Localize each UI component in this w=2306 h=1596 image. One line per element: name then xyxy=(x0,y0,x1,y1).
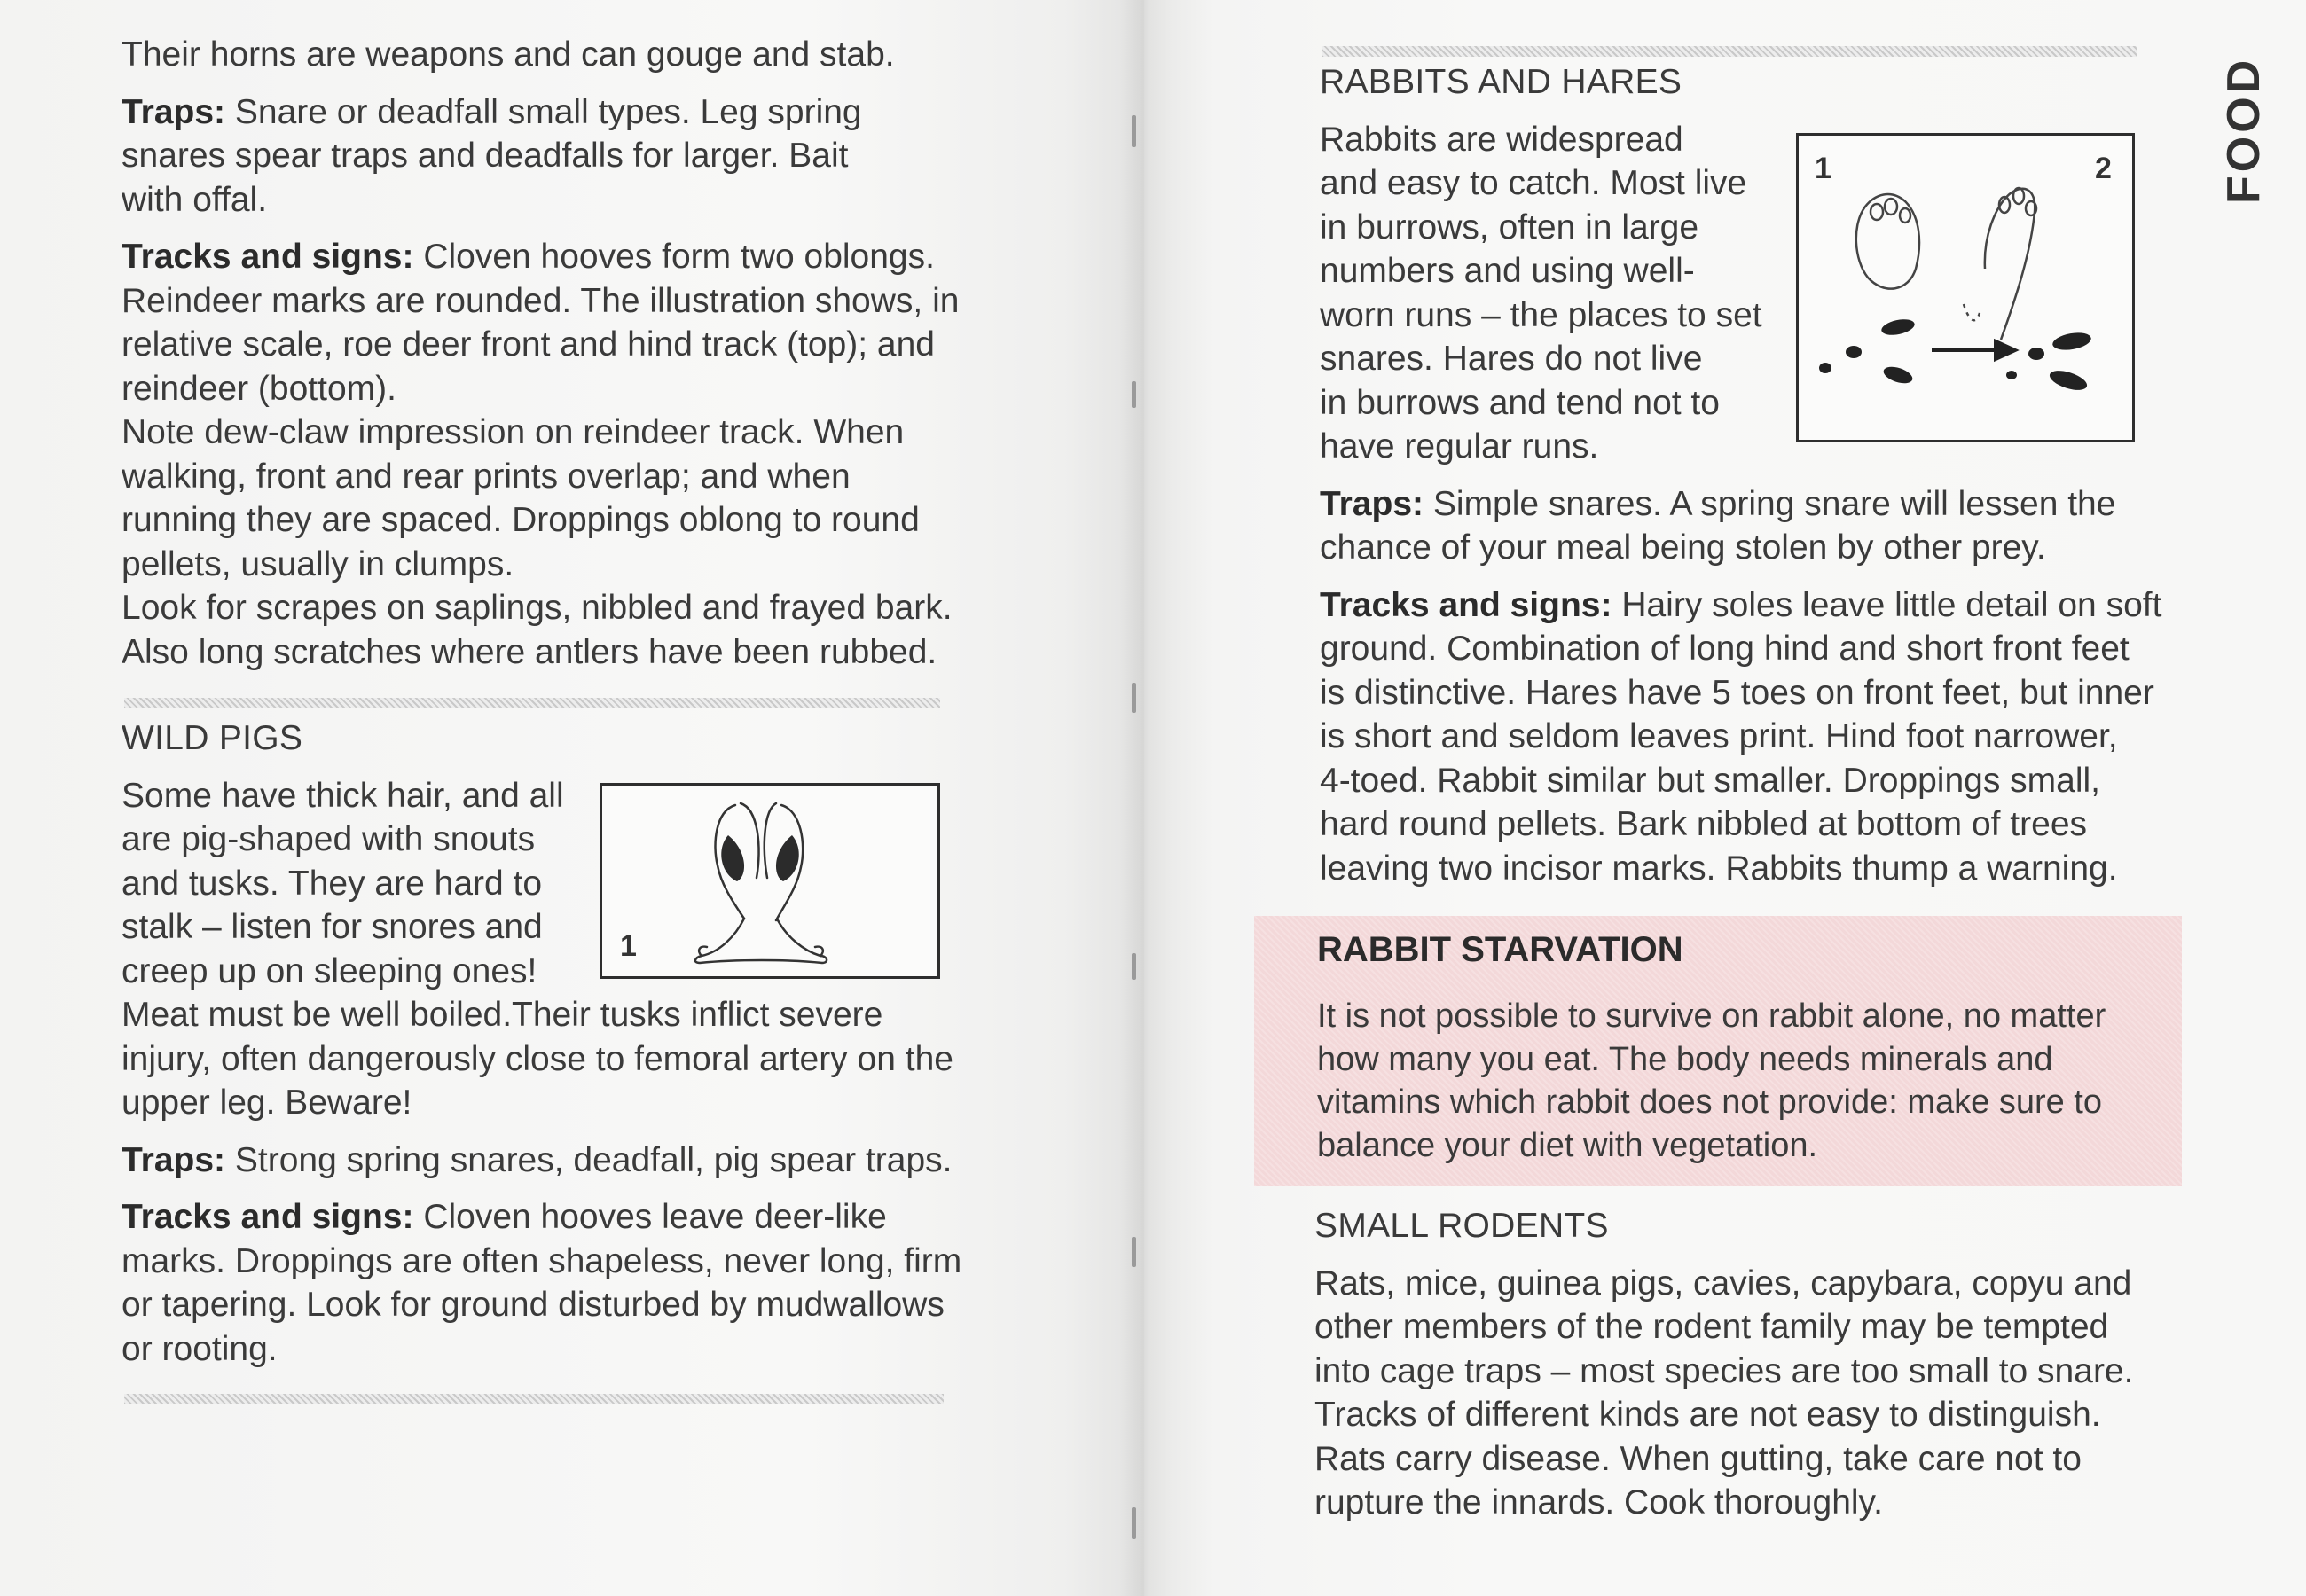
wild-pigs-intro-line: Some have thick hair, and all xyxy=(122,776,564,815)
wild-pigs-intro-line: creep up on sleeping ones! xyxy=(122,951,537,990)
figure-number: 1 xyxy=(620,929,637,963)
tracks-label: Tracks and signs: xyxy=(122,238,414,276)
figure-label-2: 2 xyxy=(2095,152,2112,185)
deer-traps xyxy=(122,90,991,223)
rabbit-footprint-illustration xyxy=(1799,136,2132,440)
traps-label: Traps: xyxy=(1320,484,1424,523)
rabbits-traps xyxy=(1320,482,2198,570)
callout-title: RABBIT STARVATION xyxy=(1317,930,1683,969)
wild-pigs-heading: WILD PIGS xyxy=(122,719,303,757)
wild-pigs-tracks-text: marks. Droppings are often shapeless, never long, firm xyxy=(122,1241,962,1280)
rabbits-traps-text: Simple snares. A spring snare will lessen the xyxy=(1432,484,2116,523)
rabbits-intro-line: snares. Hares do not live xyxy=(1320,340,1703,378)
rabbits-traps-text: chance of your meal being stolen by other prey. xyxy=(1320,528,2046,567)
callout-line: how many you eat. The body needs minerals and xyxy=(1317,1040,2053,1078)
rabbits-intro-line: Rabbits are widespread xyxy=(1320,120,1683,159)
wild-pigs-tracks-text: or tapering. Look for ground disturbed by mudwallows xyxy=(122,1286,945,1324)
traps-label: Traps: xyxy=(122,92,226,131)
rabbits-heading: RABBITS AND HARES xyxy=(1320,63,1682,101)
rabbits-intro-line: and easy to catch. Most live xyxy=(1320,164,1747,202)
spine-stitch xyxy=(1132,953,1136,980)
spine-stitch xyxy=(1132,1237,1136,1267)
rabbits-tracks-text: ground. Combination of long hind and short front feet xyxy=(1320,630,2130,668)
deer-tracks-text: Also long scratches where antlers have been rubbed. xyxy=(122,632,937,671)
rabbits-intro-line: worn runs – the places to set xyxy=(1320,295,1762,334)
wild-pigs-tracks xyxy=(122,1195,991,1371)
rabbits-tracks-text: Hairy soles leave little detail on soft xyxy=(1621,585,2162,624)
wild-pigs-traps-text: Strong spring snares, deadfall, pig spear traps. xyxy=(234,1140,953,1179)
rabbits-tracks-text: is short and seldom leaves print. Hind foot narrower, xyxy=(1320,717,2118,755)
tracks-label: Tracks and signs: xyxy=(1320,585,1612,624)
spine-stitch xyxy=(1132,1507,1136,1539)
wild-pigs-intro-line: upper leg. Beware! xyxy=(122,1084,412,1122)
pig-hoofprint-illustration xyxy=(602,786,937,976)
wild-pigs-tracks-text: or rooting. xyxy=(122,1329,278,1368)
deer-tracks-text: Look for scrapes on saplings, nibbled and frayed bark. xyxy=(122,589,953,627)
callout-body xyxy=(1317,995,2160,1167)
rabbits-intro-line: in burrows, often in large xyxy=(1320,207,1699,246)
section-divider xyxy=(124,698,940,708)
wild-pigs-intro-line: injury, often dangerously close to femoral artery on the xyxy=(122,1039,953,1078)
small-rodents-heading: SMALL RODENTS xyxy=(1314,1207,1609,1245)
callout-line: balance your diet with vegetation. xyxy=(1317,1126,1818,1164)
small-rodents-body xyxy=(1314,1262,2192,1525)
rabbits-tracks-text: is distinctive. Hares have 5 toes on front feet, but inner xyxy=(1320,673,2154,712)
small-rodents-line: other members of the rodent family may be tempted xyxy=(1314,1308,2109,1346)
rabbits-tracks-text: leaving two incisor marks. Rabbits thump a warning. xyxy=(1320,849,2118,888)
wild-pigs-traps xyxy=(122,1138,991,1183)
wild-pigs-intro-line: are pig-shaped with snouts xyxy=(122,820,536,858)
deer-traps-text: Snare or deadfall small types. Leg spring xyxy=(234,92,862,131)
deer-tracks-text: Cloven hooves form two oblongs. xyxy=(423,238,935,276)
rabbits-intro-line: in burrows and tend not to xyxy=(1320,383,1720,422)
small-rodents-line: rupture the innards. Cook thoroughly. xyxy=(1314,1483,1883,1522)
rabbits-tracks xyxy=(1320,583,2198,891)
rabbits-tracks-text: 4-toed. Rabbit similar but smaller. Droppings small, xyxy=(1320,761,2101,800)
deer-tracks-text: running they are spaced. Droppings oblong to round xyxy=(122,501,920,539)
spine-stitch xyxy=(1132,381,1136,408)
small-rodents-line: Tracks of different kinds are not easy to distinguish. xyxy=(1314,1396,2101,1434)
deer-traps-text: snares spear traps and deadfalls for larger. Bait xyxy=(122,137,849,175)
book-spine xyxy=(1119,0,1173,1596)
callout-line: vitamins which rabbit does not provide: make sure to xyxy=(1317,1084,2102,1121)
deer-tracks-text: relative scale, roe deer front and hind track (top); and xyxy=(122,325,935,364)
rabbit-starvation-callout xyxy=(1254,916,2182,1186)
rabbits-tracks-text: hard round pellets. Bark nibbled at bottom of trees xyxy=(1320,805,2088,843)
deer-tracks xyxy=(122,235,991,674)
rabbits-intro-line: have regular runs. xyxy=(1320,427,1599,466)
small-rodents-line: Rats, mice, guinea pigs, cavies, capybara, copyu and xyxy=(1314,1264,2132,1303)
deer-tracks-text: pellets, usually in clumps. xyxy=(122,544,514,583)
deer-intro: Their horns are weapons and can gouge and stab. xyxy=(122,35,895,74)
deer-tracks-text: Note dew-claw impression on reindeer track. When xyxy=(122,413,905,451)
side-tab-right: FOOD xyxy=(2218,56,2270,204)
pig-track-figure xyxy=(600,783,940,979)
deer-tracks-text: walking, front and rear prints overlap; and when xyxy=(122,457,851,496)
figure-label-1: 1 xyxy=(1815,152,1831,185)
traps-label: Traps: xyxy=(122,1140,226,1179)
small-rodents-section xyxy=(1314,1204,2192,1525)
spine-stitch xyxy=(1132,683,1136,713)
spine-stitch xyxy=(1132,115,1136,147)
deer-tracks-text: reindeer (bottom). xyxy=(122,369,396,408)
deer-traps-text: with offal. xyxy=(122,180,268,219)
wild-pigs-intro-line: stalk – listen for snores and xyxy=(122,908,543,946)
rabbits-intro-line: numbers and using well- xyxy=(1320,252,1695,290)
section-divider xyxy=(1322,46,2137,57)
tracks-label: Tracks and signs: xyxy=(122,1198,414,1236)
small-rodents-line: into cage traps – most species are too small to snare. xyxy=(1314,1351,2134,1390)
section-divider xyxy=(124,1394,944,1404)
small-rodents-line: Rats carry disease. When gutting, take care not to xyxy=(1314,1439,2082,1478)
deer-section xyxy=(122,33,991,674)
wild-pigs-intro-line: Meat must be well boiled.Their tusks inflict severe xyxy=(122,996,883,1034)
wild-pigs-intro-line: and tusks. They are hard to xyxy=(122,864,543,903)
callout-line: It is not possible to survive on rabbit alone, no matter xyxy=(1317,998,2106,1035)
wild-pigs-tracks-text: Cloven hooves leave deer-like xyxy=(423,1198,887,1236)
rabbit-track-figure xyxy=(1796,133,2135,442)
deer-tracks-text: Reindeer marks are rounded. The illustration shows, in xyxy=(122,281,960,320)
